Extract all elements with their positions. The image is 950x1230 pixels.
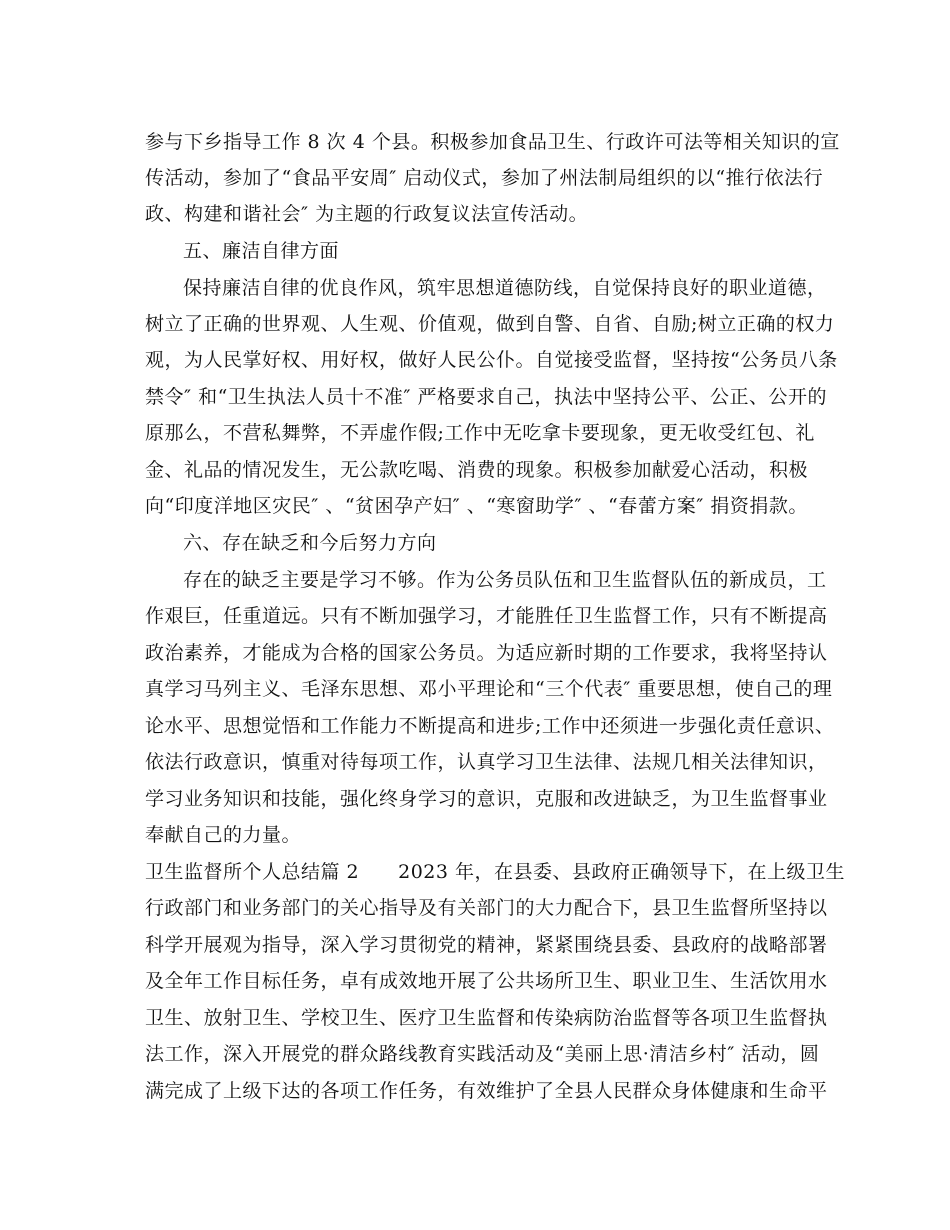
text-line: 学习业务知识和技能，强化终身学习的意识，克服和改进缺乏，为卫生监督事业 (145, 788, 828, 810)
section-heading: 六、存在缺乏和今后努力方向 (183, 532, 437, 554)
text-line: 原那么，不营私舞弊，不弄虚作假;工作中无吃拿卡要现象，更无收受红包、礼 (145, 422, 815, 444)
text-line: 向“印度洋地区灾民″ 、“贫困孕产妇″ 、“寒窗助学″ 、“春蕾方案″ 捐资捐款。 (145, 495, 808, 517)
text-line: 禁令″ 和“卫生执法人员十不准″ 严格要求自己，执法中坚持公平、公正、公开的 (145, 386, 827, 408)
text-line: 金、礼品的情况发生，无公款吃喝、消费的现象。积极参加献爱心活动，积极 (145, 459, 809, 481)
text-line: 真学习马列主义、毛泽东思想、邓小平理论和“三个代表″ 重要思想，使自己的理 (145, 678, 833, 700)
text-line: 存在的缺乏主要是学习不够。作为公务员队伍和卫生监督队伍的新成员，工 (183, 569, 827, 591)
text-line: 奉献自己的力量。 (145, 824, 302, 846)
text-line: 卫生监督所个人总结篇 2 2023 年，在县委、县政府正确领导下，在上级卫生 (145, 861, 846, 883)
text-line: 及全年工作目标任务，卓有成效地开展了公共场所卫生、职业卫生、生活饮用水 (145, 970, 828, 992)
text-line: 政治素养，才能成为合格的国家公务员。为适应新时期的工作要求，我将坚持认 (145, 642, 828, 664)
text-line: 法工作，深入开展党的群众路线教育实践活动及“美丽上思·清洁乡村″ 活动，圆 (145, 1043, 820, 1065)
text-line: 传活动，参加了“食品平安周″ 启动仪式，参加了州法制局组织的以“推行依法行 (145, 167, 824, 189)
text-line: 保持廉洁自律的优良作风，筑牢思想道德防线，自觉保持良好的职业道德， (183, 277, 827, 299)
text-line: 科学开展观为指导，深入学习贯彻党的精神，紧紧围绕县委、县政府的战略部署 (145, 934, 828, 956)
text-line: 树立了正确的世界观、人生观、价值观，做到自警、自省、自励;树立正确的权力 (145, 313, 835, 335)
text-line: 行政部门和业务部门的关心指导及有关部门的大力配合下，县卫生监督所坚持以 (145, 897, 828, 919)
text-line: 论水平、思想觉悟和工作能力不断提高和进步;工作中还须进一步强化责任意识、 (145, 715, 835, 737)
text-line: 政、构建和谐社会″ 为主题的行政复议法宣传活动。 (145, 203, 589, 225)
text-line: 作艰巨，任重道远。只有不断加强学习，才能胜任卫生监督工作，只有不断提高 (145, 605, 828, 627)
text-line: 依法行政意识，慎重对待每项工作，认真学习卫生法律、法规几相关法律知识， (145, 751, 828, 773)
text-line: 卫生、放射卫生、学校卫生、医疗卫生监督和传染病防治监督等各项卫生监督执 (145, 1007, 828, 1029)
text-line: 满完成了上级下达的各项工作任务，有效维护了全县人民群众身体健康和生命平 (145, 1080, 828, 1102)
section-heading: 五、廉洁自律方面 (183, 240, 340, 262)
text-line: 参与下乡指导工作 8 次 4 个县。积极参加食品卫生、行政许可法等相关知识的宣 (145, 131, 840, 153)
text-line: 观，为人民掌好权、用好权，做好人民公仆。自觉接受监督，坚持按“公务员八条 (145, 349, 838, 371)
